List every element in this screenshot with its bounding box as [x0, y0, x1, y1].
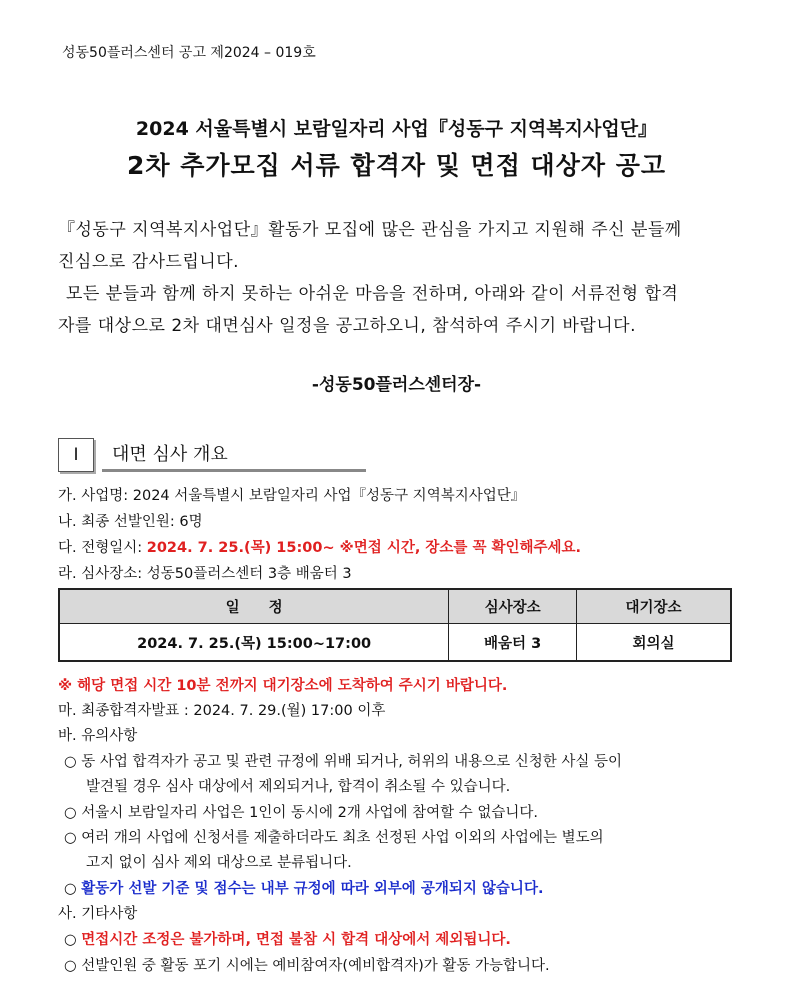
header-waiting-room: 대기장소 [576, 589, 731, 624]
bullet-mark: ○ [64, 932, 82, 948]
signature: -성동50플러스센터장- [311, 375, 482, 395]
title-line-1: 2024 서울특별시 보람일자리 사업『성동구 지역복지사업단』 [135, 118, 658, 140]
cell-venue: 배움터 3 [449, 624, 577, 662]
intro-line: 『성동구 지역복지사업단』활동가 모집에 많은 관심을 가지고 지원해 주신 분들께 [58, 220, 682, 240]
caution-bullet: ○ 동 사업 합격자가 공고 및 관련 규정에 위배 되거나, 허위의 내용으로 신청한 사실 등이 [64, 754, 623, 770]
table-note: ※ 해당 면접 시간 10분 전까지 대기장소에 도착하여 주시기 바랍니다. [58, 678, 508, 694]
other-bullet [64, 928, 511, 949]
table-row [59, 624, 731, 662]
cell-schedule: 2024. 7. 25.(목) 15:00~17:00 [59, 624, 449, 662]
caution-bullet: ○ 서울시 보람일자리 사업은 1인이 동시에 2개 사업에 참여할 수 없습니다. [64, 805, 538, 821]
item-ga: 가. 사업명: 2024 서울특별시 보람일자리 사업『성동구 지역복지사업단』 [58, 488, 526, 504]
section-title: 대면 심사 개요 [112, 444, 228, 465]
section-underline [102, 469, 366, 472]
title-line-2: 2차 추가모집 서류 합격자 및 면접 대상자 공고 [126, 151, 667, 180]
item-na: 나. 최종 선발인원: 6명 [58, 514, 203, 530]
item-da-value: 2024. 7. 25.(목) 15:00~ ※면접 시간, 장소를 꼭 확인해주세요. [146, 540, 582, 556]
item-da-label: 다. 전형일시: [58, 540, 147, 556]
header-schedule: 일 정 [59, 589, 449, 624]
bullet-text: 활동가 선발 기준 및 점수는 내부 규정에 따라 외부에 공개되지 않습니다. [81, 881, 544, 897]
caution-bullet-cont: 발견될 경우 심사 대상에서 제외되거나, 합격이 취소될 수 있습니다. [86, 779, 511, 795]
caution-bullet-cont: 고지 없이 심사 제외 대상으로 분류됩니다. [86, 855, 352, 871]
caution-bullet: ○ 여러 개의 사업에 신청서를 제출하더라도 최초 선정된 사업 이외의 사업에는 별도의 [64, 830, 604, 846]
header-venue: 심사장소 [449, 589, 577, 624]
item-sa-label: 사. 기타사항 [58, 906, 138, 922]
notice-number: 성동50플러스센터 공고 제2024 – 019호 [62, 45, 316, 61]
bullet-text: 면접시간 조정은 불가하며, 면접 불참 시 합격 대상에서 제외됩니다. [81, 932, 511, 948]
bullet-mark: ○ [64, 881, 82, 897]
intro-line: 모든 분들과 함께 하지 못하는 아쉬운 마음을 전하며, 아래와 같이 서류전형 합격 [66, 284, 679, 304]
cell-waiting-room: 회의실 [576, 624, 731, 662]
section-number: Ⅰ [58, 438, 94, 472]
other-bullet: ○ 선발인원 중 활동 포기 시에는 예비참여자(예비합격자)가 활동 가능합니다. [64, 958, 550, 974]
table-header-row [59, 589, 731, 624]
intro-line: 진심으로 감사드립니다. [58, 252, 240, 272]
intro-line: 자를 대상으로 2차 대면심사 일정을 공고하오니, 참석하여 주시기 바랍니다. [58, 316, 637, 336]
item-ba-label: 바. 유의사항 [58, 728, 138, 744]
item-ra: 라. 심사장소: 성동50플러스센터 3층 배움터 3 [58, 566, 352, 582]
caution-bullet [64, 877, 543, 898]
item-da [58, 536, 581, 557]
item-ma: 마. 최종합격자발표 : 2024. 7. 29.(월) 17:00 이후 [58, 703, 386, 719]
schedule-table [58, 588, 732, 662]
